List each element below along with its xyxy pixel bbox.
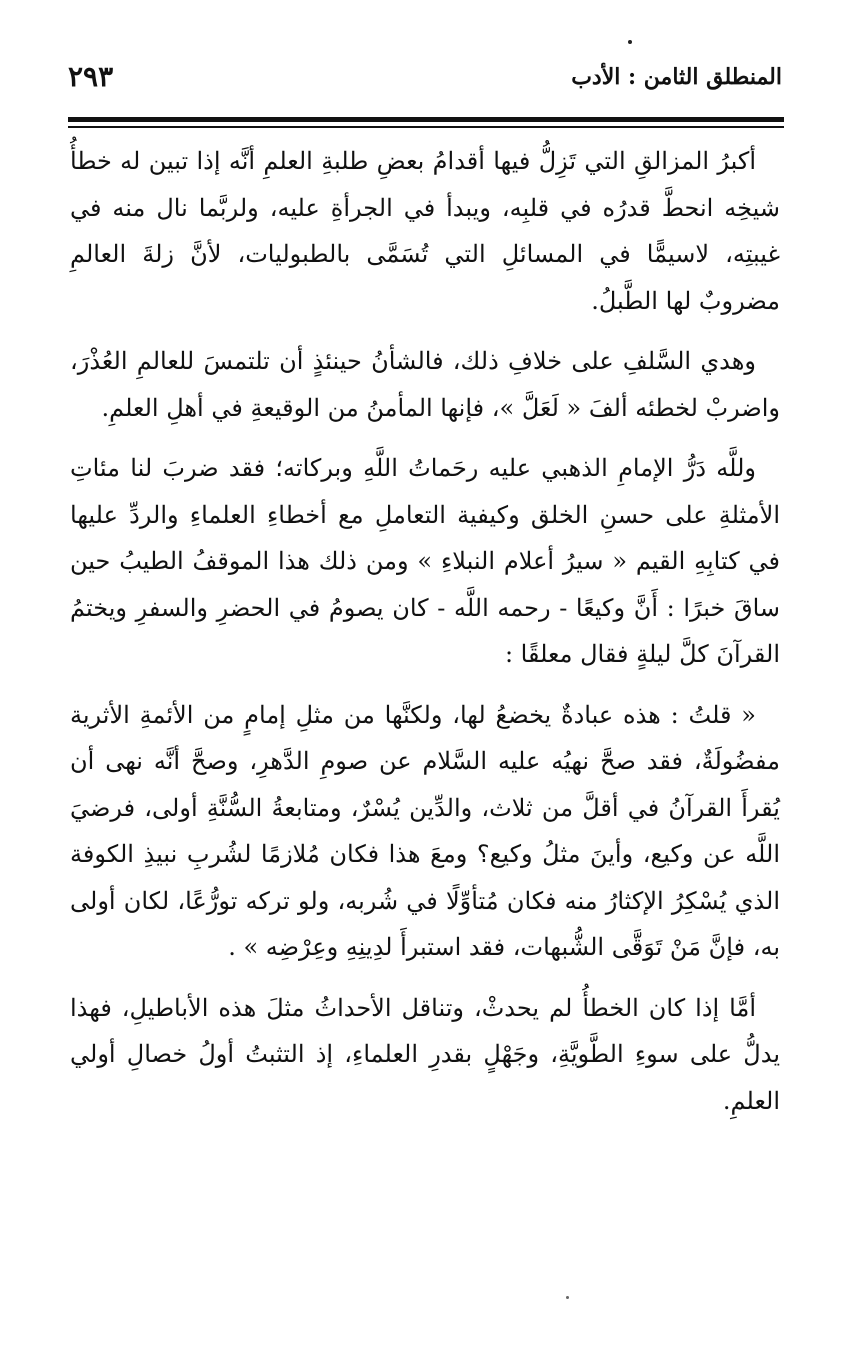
page-speck (628, 40, 632, 44)
page-speck-bottom (566, 1296, 569, 1299)
paragraph-5: أمَّا إذا كان الخطأُ لم يحدثْ، وتناقل الأحداثُ مثلَ هذه الأباطيلِ، فهذا يدلُّ على سوءِ الطَّويَّةِ، وجَهْلٍ بقدرِ العلماءِ، إذ التثبتُ أولُ خصالِ أولي العلمِ. (70, 993, 780, 1115)
paragraph-2: وهدي السَّلفِ على خلافِ ذلك، فالشأنُ حينئذٍ أن تلتمسَ للعالمِ العُذْرَ، واضربْ لخطئه ألفَ « لَعَلَّ »، فإنها المأمنُ من الوقيعةِ في أهلِ العلمِ. (70, 347, 780, 422)
page-header (68, 58, 782, 98)
paragraph-4-quotation: « قلتُ : هذه عبادةٌ يخضعُ لها، ولكنَّها من مثلِ إمامٍ من الأئمةِ الأثرية مفضُولَةٌ، فقد صحَّ نهيُه عليه السَّلام عن صومِ الدَّهرِ، وصحَّ أنَّه نهى أن يُقرأَ القرآنُ في أقلَّ من ثلاث، والدِّين يُسْرٌ، ومتابعةُ السُّنَّةِ أولى، فرضيَ اللَّه عن وكيع، وأينَ مثلُ وكيع؟ ومعَ هذا فكان مُلازمًا لشُربِ نبيذِ الكوفة الذي يُسْكِرُ الإكثارُ منه فكان مُتأوِّلًا في شُربه، ولو تركه تورُّعًا، لكان أولى به، فإنَّ مَنْ تَوَقَّى الشُّبهات، فقد استبرأَ لدِينِهِ وعِرْضِه » . (70, 700, 780, 961)
body-text (70, 138, 780, 1124)
header-rule-thick (68, 117, 784, 122)
running-title: المنطلق الثامن : الأدب (571, 64, 782, 90)
page-number: ٢٩٣ (68, 60, 114, 93)
header-rule-thin (68, 126, 784, 128)
paragraph-3: وللَّه دَرُّ الإمامِ الذهبي عليه رحَماتُ اللَّهِ وبركاته؛ فقد ضربَ لنا مئاتِ الأمثلةِ على حسنِ الخلق وكيفية التعاملِ مع أخطاءِ العلماءِ والردِّ عليها في كتابِهِ القيم « سيرُ أعلام النبلاءِ » ومن ذلك هذا الموقفُ الطيبُ حين ساقَ خبرًا : أَنَّ وكيعًا - رحمه اللَّه - كان يصومُ في الحضرِ والسفرِ ويختمُ القرآنَ كلَّ ليلةٍ فقال معلقًا : (70, 454, 780, 668)
paragraph-1: أكبرُ المزالقِ التي تَزِلُّ فيها أقدامُ بعضِ طلبةِ العلمِ أنَّه إذا تبين له خطأُ شيخِه انحطَّ قدرُه في قلبِه، ويبدأ في الجرأةِ عليه، ولربَّما نال منه في غيبتِه، لاسيمًّا في المسائلِ التي تُسَمَّى بالطبوليات، لأنَّ زلةَ العالمِ مضروبٌ لها الطَّبلُ. (70, 147, 780, 315)
